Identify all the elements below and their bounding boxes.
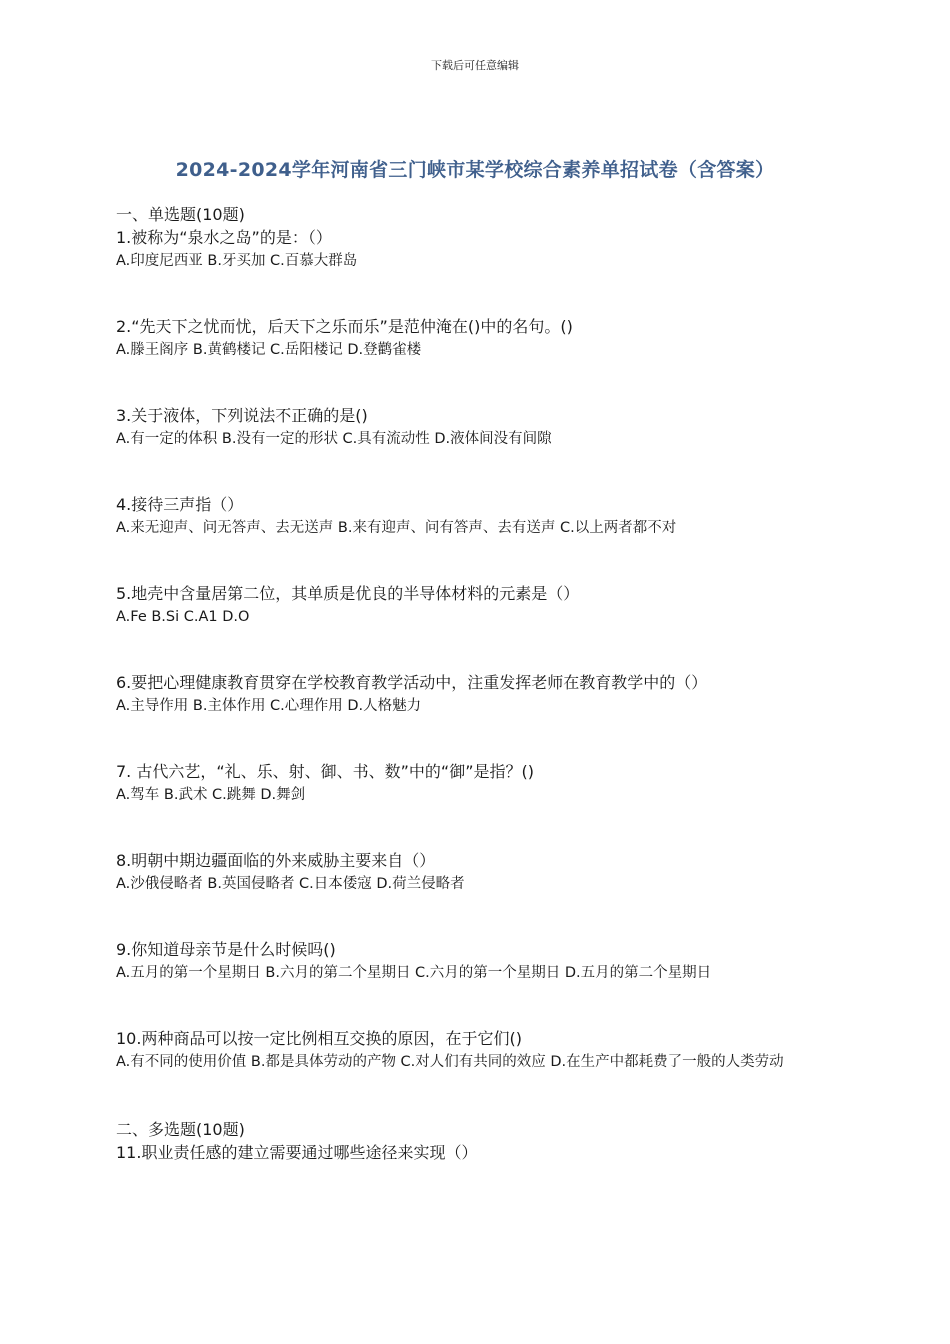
question-options: A.印度尼西亚 B.牙买加 C.百慕大群岛 bbox=[116, 253, 358, 269]
question-10 bbox=[116, 1027, 836, 1074]
question-stem: 9.你知道母亲节是什么时候吗() bbox=[116, 940, 336, 959]
question-options: A.有一定的体积 B.没有一定的形状 C.具有流动性 D.液体间没有间隙 bbox=[116, 431, 552, 447]
question-options: A.来无迎声、问无答声、去无送声 B.来有迎声、问有答声、去有送声 C.以上两者都不对 bbox=[116, 520, 677, 536]
question-1 bbox=[116, 226, 836, 273]
question-3 bbox=[116, 404, 836, 451]
question-options: A.五月的第一个星期日 B.六月的第二个星期日 C.六月的第一个星期日 D.五月的第二个星期日 bbox=[116, 965, 712, 981]
document-body bbox=[116, 203, 836, 1164]
question-stem: 3.关于液体，下列说法不正确的是() bbox=[116, 406, 368, 425]
question-stem: 1.被称为“泉水之岛”的是：（） bbox=[116, 228, 332, 247]
question-11 bbox=[116, 1141, 836, 1164]
question-9 bbox=[116, 938, 836, 985]
question-stem: 11.职业责任感的建立需要通过哪些途径来实现（） bbox=[116, 1143, 478, 1162]
section-heading-single-choice: 一、单选题(10题) bbox=[116, 205, 245, 224]
document-title: 2024-2024学年河南省三门峡市某学校综合素养单招试卷（含答案） bbox=[175, 159, 775, 181]
question-stem: 8.明朝中期边疆面临的外来威胁主要来自（） bbox=[116, 851, 436, 870]
question-stem: 10.两种商品可以按一定比例相互交换的原因，在于它们() bbox=[116, 1029, 522, 1048]
question-8 bbox=[116, 849, 836, 896]
question-stem: 5.地壳中含量居第二位，其单质是优良的半导体材料的元素是（） bbox=[116, 584, 580, 603]
question-stem: 6.要把心理健康教育贯穿在学校教育教学活动中，注重发挥老师在教育教学中的（） bbox=[116, 673, 708, 692]
question-options: A.驾车 B.武术 C.跳舞 D.舞剑 bbox=[116, 787, 306, 803]
section-heading-multiple-choice: 二、多选题(10题) bbox=[116, 1120, 245, 1139]
question-2 bbox=[116, 315, 836, 362]
question-options: A.沙俄侵略者 B.英国侵略者 C.日本倭寇 D.荷兰侵略者 bbox=[116, 876, 465, 892]
question-4 bbox=[116, 493, 836, 540]
page-header-note: 下载后可任意编辑 bbox=[431, 59, 519, 72]
question-stem: 4.接待三声指（） bbox=[116, 495, 244, 514]
question-options: A.有不同的使用价值 B.都是具体劳动的产物 C.对人们有共同的效应 D.在生产中都耗费了一般的人类劳动 bbox=[116, 1054, 784, 1070]
question-6 bbox=[116, 671, 836, 718]
question-options: A.滕王阁序 B.黄鹤楼记 C.岳阳楼记 D.登鹳雀楼 bbox=[116, 342, 422, 358]
question-options: A.Fe B.Si C.A1 D.O bbox=[116, 609, 250, 625]
question-options: A.主导作用 B.主体作用 C.心理作用 D.人格魅力 bbox=[116, 698, 422, 714]
question-5 bbox=[116, 582, 836, 629]
question-7 bbox=[116, 760, 836, 807]
question-stem: 2.“先天下之忧而忧，后天下之乐而乐”是范仲淹在()中的名句。() bbox=[116, 317, 573, 336]
question-stem: 7. 古代六艺，“礼、乐、射、御、书、数”中的“御”是指？() bbox=[116, 762, 534, 781]
